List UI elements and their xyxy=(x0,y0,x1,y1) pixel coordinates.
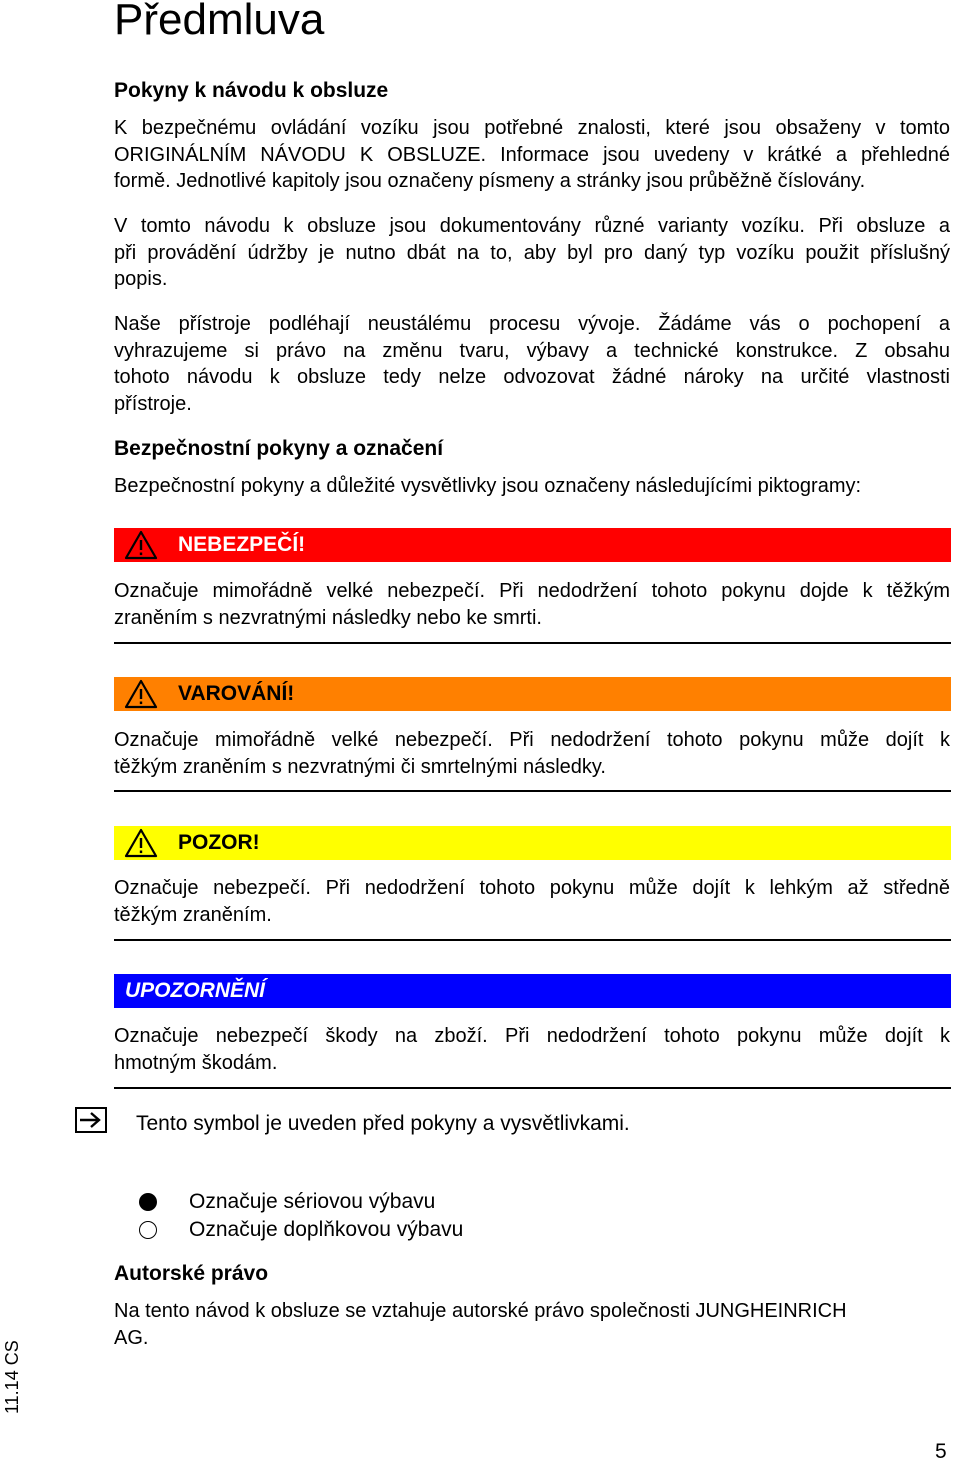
text-line: AG. xyxy=(114,1326,149,1349)
text-line: hmotným škodám. xyxy=(114,1051,278,1074)
text-line: Označuje nebezpečí. Při nedodržení tohoto pokynu může dojít k lehkým až středně xyxy=(114,877,950,899)
list-item-optional-equipment xyxy=(139,1216,463,1244)
safety-intro xyxy=(114,473,950,500)
divider xyxy=(114,790,951,792)
notice-description xyxy=(114,1023,950,1076)
section-heading-copyright: Autorské právo xyxy=(114,1262,269,1285)
warning-triangle-icon xyxy=(124,530,158,560)
list-item-label: Označuje doplňkovou výbavu xyxy=(189,1218,464,1241)
text-line: Označuje mimořádně velké nebezpečí. Při nedodržení tohoto pokynu dojde k těžkým xyxy=(114,580,950,602)
list-item-label: Označuje sériovou výbavu xyxy=(189,1190,436,1213)
text-line: přístroje. xyxy=(114,392,192,415)
text-line: při provádění údržby je nutno dbát na to, aby byl pro daný typ vozíku použit příslušný xyxy=(114,241,950,264)
text-line: těžkým zraněním. xyxy=(114,903,272,926)
copyright-text xyxy=(114,1298,950,1351)
notice-label: UPOZORNĚNÍ xyxy=(125,979,266,1002)
text-line: vyhrazujeme si právo na změnu tvaru, výbavy a technické konstrukce. Z obsahu xyxy=(114,339,950,362)
caution-description xyxy=(114,875,950,928)
text-line: formě. Jednotlivé kapitoly jsou označeny písmeny a stránky jsou průběžně číslovány. xyxy=(114,170,866,192)
text-line: Bezpečnostní pokyny a důležité vysvětlivky jsou označeny následujícími piktogramy: xyxy=(114,475,862,497)
paragraph-instructions-2 xyxy=(114,213,950,293)
text-line: V tomto návodu k obsluze jsou dokumentovány různé varianty vozíku. Při obsluze a xyxy=(114,215,950,237)
paragraph-instructions-1 xyxy=(114,115,950,195)
warning-triangle-icon xyxy=(124,828,158,858)
text-line: zraněním s nezvratnými následky nebo ke smrti. xyxy=(114,606,542,629)
page-number: 5 xyxy=(935,1440,947,1463)
divider xyxy=(114,642,951,644)
text-line: tohoto návodu k obsluze tedy nelze odvozovat žádné nároky na určité vlastnosti xyxy=(114,366,950,388)
text-line: těžkým zraněním s nezvratnými či smrtelnými následky. xyxy=(114,755,606,778)
filled-circle-icon xyxy=(139,1193,157,1211)
text-line: popis. xyxy=(114,268,168,290)
text-line: Na tento návod k obsluze se vztahuje autorské právo společnosti JUNGHEINRICH xyxy=(114,1300,847,1322)
text-line: Označuje nebezpečí škody na zboží. Při nedodržení tohoto pokynu může dojít k xyxy=(114,1025,950,1047)
text-line: ORIGINÁLNÍM NÁVODU K OBSLUZE. Informace jsou uvedeny v krátké a přehledné xyxy=(114,143,950,166)
symbol-note-text: Tento symbol je uveden před pokyny a vysvětlivkami. xyxy=(136,1112,630,1135)
section-heading-instructions: Pokyny k návodu k obsluze xyxy=(114,79,389,102)
warning-triangle-icon xyxy=(124,679,158,709)
warning-label: VAROVÁNÍ! xyxy=(178,682,295,705)
page-title: Předmluva xyxy=(114,0,325,44)
text-line: K bezpečnému ovládání vozíku jsou potřebné znalosti, které jsou obsaženy v tomto xyxy=(114,117,950,139)
text-line: Označuje mimořádně velké nebezpečí. Při nedodržení tohoto pokynu může dojít k xyxy=(114,729,950,751)
edition-label: 11.14 CS xyxy=(2,1340,22,1414)
warning-banner xyxy=(114,677,951,711)
caution-banner xyxy=(114,826,951,860)
empty-circle-icon xyxy=(139,1221,157,1239)
list-item-standard-equipment xyxy=(139,1188,435,1216)
divider xyxy=(114,1087,951,1089)
danger-label: NEBEZPEČÍ! xyxy=(178,533,306,556)
warning-description xyxy=(114,727,950,780)
arrow-box-icon xyxy=(75,1107,107,1133)
divider xyxy=(114,939,951,941)
danger-description xyxy=(114,578,950,631)
paragraph-instructions-3 xyxy=(114,311,950,417)
caution-label: POZOR! xyxy=(178,831,260,854)
danger-banner xyxy=(114,528,951,562)
text-line: Naše přístroje podléhají neustálému procesu vývoje. Žádáme vás o pochopení a xyxy=(114,313,950,335)
notice-banner xyxy=(114,974,951,1008)
section-heading-safety: Bezpečnostní pokyny a označení xyxy=(114,437,444,460)
